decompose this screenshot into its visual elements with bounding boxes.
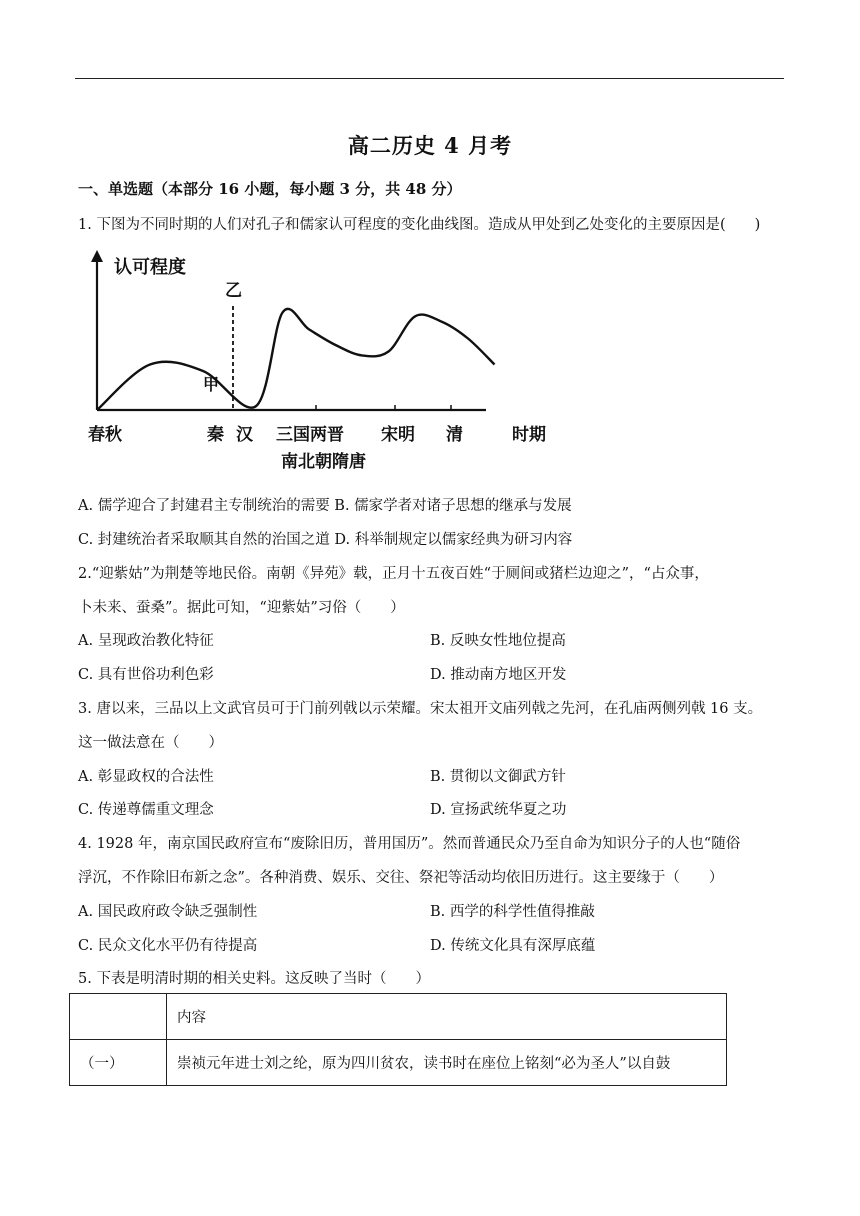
q4-option-d: D. 传统文化具有深厚底蕴 [430, 938, 596, 954]
tick-label-han: 汉 [236, 425, 253, 445]
q1-options-line1: A. 儒学迎合了封建君主专制统治的需要 B. 儒家学者对诸子思想的继承与发展 [78, 498, 572, 514]
q4-option-a: A. 国民政府政令缺乏强制性 [78, 904, 258, 920]
annotation-yi: 乙 [225, 281, 242, 301]
table-cell: （一） [70, 1040, 167, 1086]
tick-label-sanguo: 三国两晋 [276, 425, 344, 445]
annotation-jia: 甲 [203, 375, 220, 394]
q3-stem-line1: 3. 唐以来，三品以上文武官员可于门前列戟以示荣耀。宋太祖开文庙列戟之先河，在孔庙两侧列戟 16 支。 [78, 701, 763, 717]
q2-option-b: B. 反映女性地位提高 [430, 633, 566, 649]
q1-stem: 1. 下图为不同时期的人们对孔子和儒家认可程度的变化曲线图。造成从甲处到乙处变化的主要原因是( ) [78, 217, 761, 233]
q4-stem-line1: 4. 1928 年，南京国民政府宣布“废除旧历，普用国历”。然而普通民众乃至自命为知识分子的人也“随俗 [78, 836, 741, 852]
q4-stem-line2: 浮沉，不作除旧布新之念”。各种消费、娱乐、交往、祭祀等活动均依旧历进行。这主要缘于（ ） [78, 870, 724, 886]
q4-option-c: C. 民众文化水平仍有待提高 [78, 938, 258, 954]
table-header-cell [70, 994, 167, 1040]
q2-stem-line1: 2.“迎紫姑”为荆楚等地民俗。南朝《异苑》载，正月十五夜百姓“于厕间或猪栏边迎之”，“占众事， [78, 566, 709, 582]
q5-stem: 5. 下表是明清时期的相关史料。这反映了当时（ ） [78, 971, 430, 987]
y-axis-label: 认可程度 [114, 257, 186, 278]
table-row [70, 1040, 727, 1086]
tick-label-qin: 秦 [207, 425, 224, 445]
q3-option-b: B. 贯彻以文御武方针 [430, 769, 566, 785]
q3-stem-line2: 这一做法意在（ ） [78, 735, 223, 751]
page-title: 高二历史 4 月考 [347, 133, 513, 158]
q2-option-c: C. 具有世俗功利色彩 [78, 667, 214, 683]
tick-label-qing: 清 [446, 425, 463, 445]
tick-sublabel: 南北朝隋唐 [281, 452, 366, 472]
table-header-cell: 内容 [167, 994, 727, 1040]
table-cell: 崇祯元年进士刘之纶，原为四川贫农，读书时在座位上铭刻“必为圣人”以自鼓 [167, 1040, 727, 1086]
tick-label-chunqiu: 春秋 [88, 425, 122, 445]
y-axis-arrow [91, 250, 103, 262]
q3-option-a: A. 彰显政权的合法性 [78, 769, 214, 785]
header-rule [75, 78, 784, 79]
tick-label-songming: 宋明 [381, 425, 415, 445]
q4-option-b: B. 西学的科学性值得推敲 [430, 904, 595, 920]
q3-option-d: D. 宣扬武统华夏之功 [430, 802, 567, 818]
section-heading: 一、单选题（本部分 16 小题，每小题 3 分，共 48 分） [78, 180, 462, 198]
q2-option-a: A. 呈现政治教化特征 [78, 633, 214, 649]
source-table [69, 993, 727, 1086]
q3-option-c: C. 传递尊儒重文理念 [78, 802, 214, 818]
q2-stem-line2: 卜未来、蚕桑”。据此可知，“迎紫姑”习俗（ ） [78, 600, 405, 616]
table-header-row [70, 994, 727, 1040]
q1-options-line2: C. 封建统治者采取顺其自然的治国之道 D. 科举制规定以儒家经典为研习内容 [78, 532, 573, 548]
x-axis-label: 时期 [512, 425, 546, 445]
recognition-chart [78, 246, 578, 476]
q2-option-d: D. 推动南方地区开发 [430, 667, 567, 683]
recognition-curve [97, 309, 495, 410]
